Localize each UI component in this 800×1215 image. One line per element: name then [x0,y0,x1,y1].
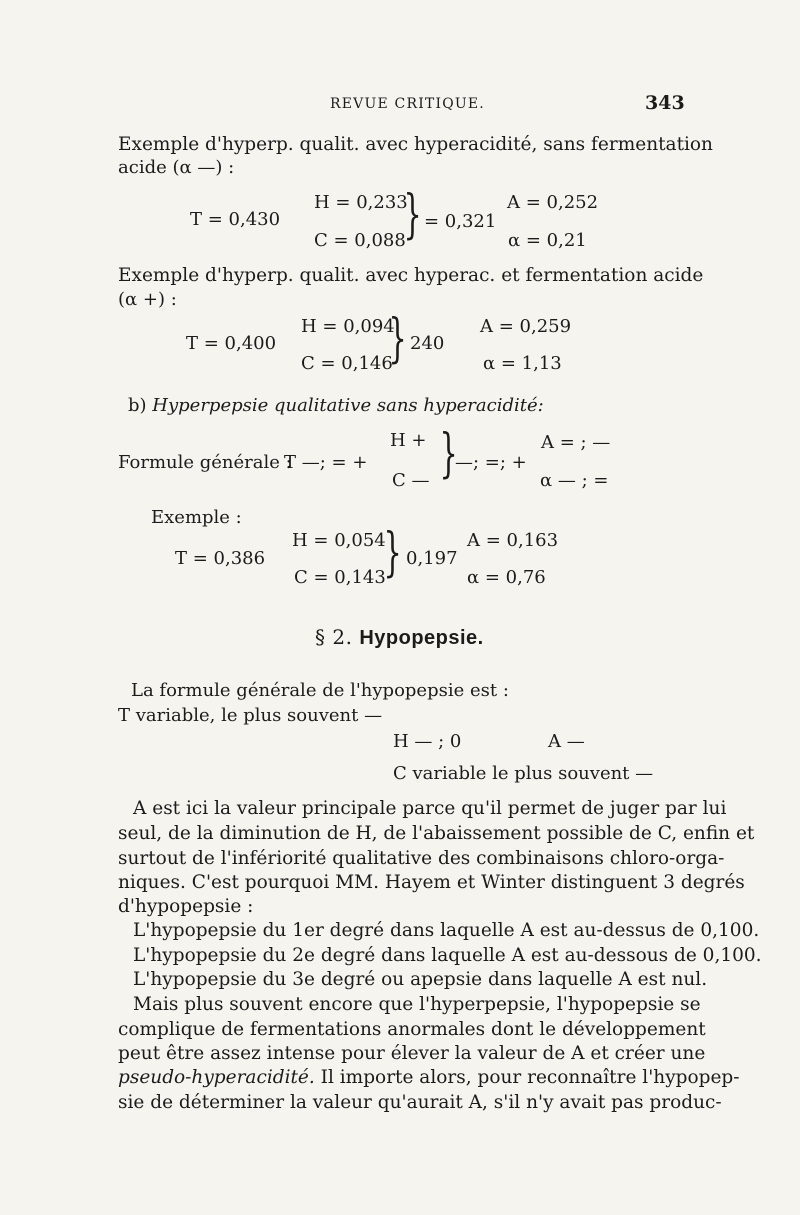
example1-intro: Exemple d'hyperp. qualit. avec hyperacidité, sans fermentation [118,134,713,155]
closing-brace: } [383,523,402,583]
paragraph-line: niques. C'est pourquoi MM. Hayem et Winter distinguent 3 degrés [118,872,745,893]
example2-A: A = 0,259 [480,316,572,337]
italic-term: pseudo-hyperacidité. [118,1067,315,1088]
paragraph-line: complique de fermentations anormales dont le développement [118,1019,706,1040]
paragraph-line: d'hypopepsie : [118,896,254,917]
degree-line: L'hypopepsie du 2e degré dans laquelle A est au-dessous de 0,100. [133,945,762,966]
example3-C: C = 0,143 [294,567,386,588]
hypopepsie-formula-H: H — ; 0 [393,731,462,752]
paragraph-line: sie de déterminer la valeur qu'aurait A, s'il n'y avait pas produc- [118,1092,722,1113]
example3-A: A = 0,163 [467,530,559,551]
section-symbol: § 2. [315,625,353,649]
formula-alpha: α — ; = [540,470,609,491]
formula-A: A = ; — [541,432,611,453]
hypopepsie-formula-A: A — [548,731,585,752]
page-number: 343 [645,92,685,114]
degree-line: L'hypopepsie du 3e degré ou apepsie dans laquelle A est nul. [133,969,708,990]
formula-C: C — [392,470,430,491]
example1-intro-cont: acide (α —) : [118,157,235,178]
paragraph-line: A est ici la valeur principale parce qu'il permet de juger par lui [133,798,727,819]
closing-brace: } [403,185,422,245]
hypopepsie-formula-C: C variable le plus souvent — [393,763,654,784]
example3-H: H = 0,054 [292,530,386,551]
example3-label: Exemple : [151,507,242,528]
example1-T: T = 0,430 [190,209,281,230]
example3-sum: 0,197 [406,548,458,569]
paragraph-line: seul, de la diminution de H, de l'abaissement possible de C, enfin et [118,823,755,844]
example2-alpha: α = 1,13 [483,353,562,374]
example2-intro: Exemple d'hyperp. qualit. avec hyperac. et fermentation acide [118,265,704,286]
closing-brace: } [388,309,407,369]
running-title: REVUE CRITIQUE. [330,96,485,112]
example1-A: A = 0,252 [507,192,599,213]
example1-sum: = 0,321 [424,211,497,232]
formula-H: H + [390,430,427,451]
paragraph-line [118,1066,740,1091]
example1-H: H = 0,233 [314,192,408,213]
formula-label: Formule générale : [118,452,292,473]
section-b-heading [128,395,544,416]
section-b-prefix: b) [128,395,147,416]
section-b-title: Hyperpepsie qualitative sans hyperacidité: [152,395,544,416]
example1-alpha: α = 0,21 [508,230,587,251]
example1-C: C = 0,088 [314,230,406,251]
section-heading [315,625,484,650]
example2-C: C = 0,146 [301,353,393,374]
section-title: Hypopepsie. [359,627,484,649]
formula-T: T —; = + [284,452,368,473]
example2-sum: 240 [410,333,445,354]
hypopepsie-formula-intro: La formule générale de l'hypopepsie est : [131,680,509,701]
example2-intro-cont: (α +) : [118,289,177,310]
example2-H: H = 0,094 [301,316,395,337]
paragraph-line: peut être assez intense pour élever la valeur de A et créer une [118,1043,706,1064]
paragraph-line: surtout de l'infériorité qualitative des combinaisons chloro-orga- [118,848,725,869]
paragraph-line: Mais plus souvent encore que l'hyperpepsie, l'hypopepsie se [133,994,701,1015]
degree-line: L'hypopepsie du 1er degré dans laquelle A est au-dessus de 0,100. [133,920,760,941]
example2-T: T = 0,400 [186,333,277,354]
example3-alpha: α = 0,76 [467,567,546,588]
paragraph-line-rest: Il importe alors, pour reconnaître l'hypopep- [314,1067,740,1088]
closing-brace: } [439,424,458,484]
example3-T: T = 0,386 [175,548,266,569]
hypopepsie-formula-T: T variable, le plus souvent — [118,705,383,726]
formula-mid: —; =; + [455,452,527,473]
